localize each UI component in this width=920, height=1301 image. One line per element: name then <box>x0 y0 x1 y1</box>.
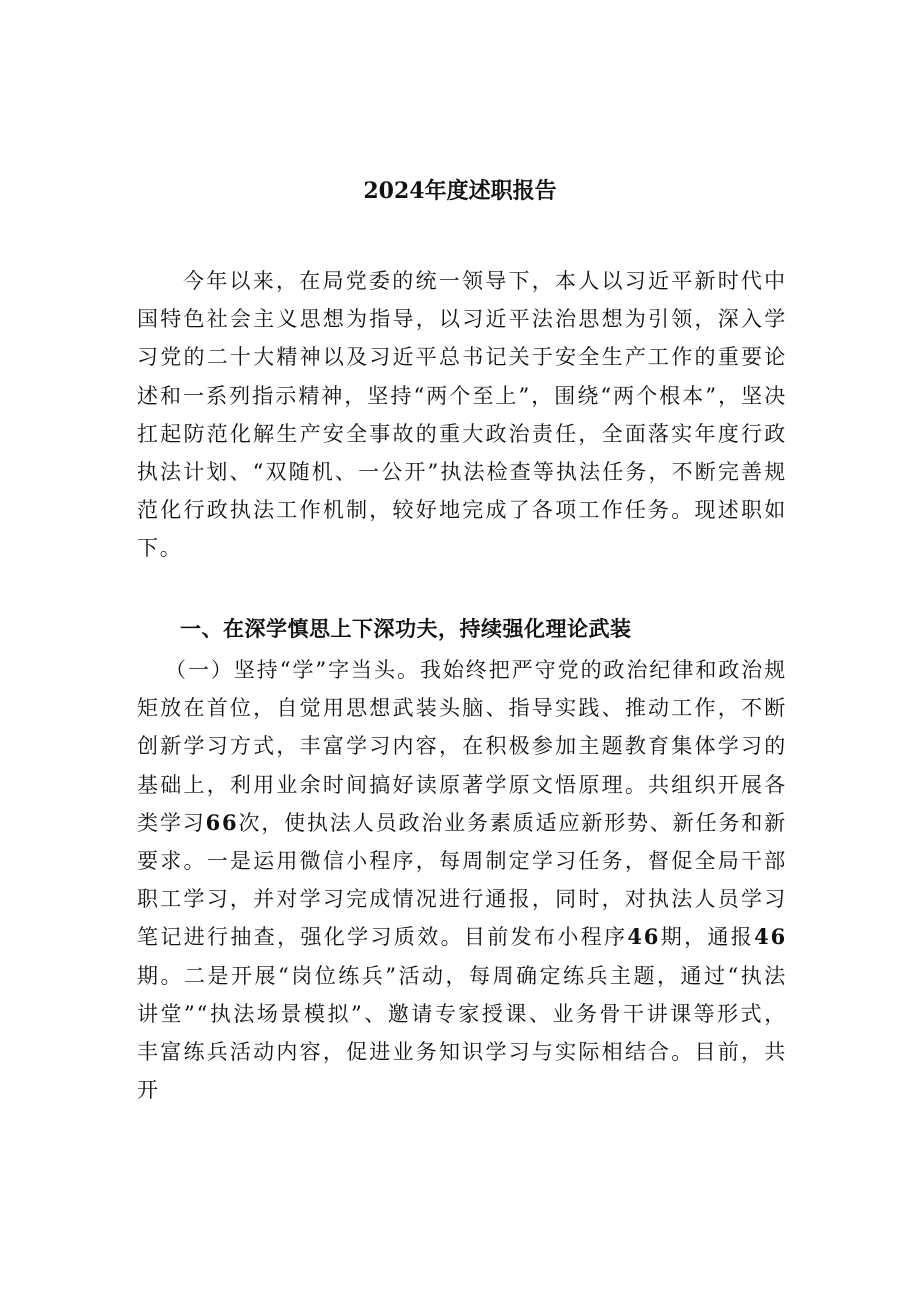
bulletin-issue-count: 46 <box>754 924 787 950</box>
paragraph-text-segment: （一）坚持“学”字当头。我始终把严守党的政治纪律和政治规矩放在首位，自觉用思想武装头脑、指导实践、推动工作，不断创新学习方式，丰富学习内容，在积极参加主题教育集体学习的基础上，利用业余时间搞好读原著学原文悟原理。共组织开展各类学习 <box>137 658 787 835</box>
study-count-value: 66 <box>205 809 239 835</box>
paragraph-text-segment: 期。二是开展“岗位练兵”活动，每周确定练兵主题，通过“执法讲堂”“执法场景模拟”、邀请专家授课、业务骨干讲课等形式，丰富练兵活动内容，促进业务知识学习与实际相结合。目前，共开 <box>137 963 787 1103</box>
mini-program-issue-count: 46 <box>627 924 661 950</box>
paragraph-text-segment: 期，通报 <box>660 925 755 950</box>
paragraph-text-segment: 次，使执法人员政治业务素质适应新形势、新任务和新要求。一是运用微信小程序，每周制定学习任务，督促全局干部职工学习，并对学习完成情况进行通报，同时，对执法人员学习笔记进行抽查，强化学习质效。目前发布小程序 <box>137 810 787 950</box>
section-heading-1: 一、在深学慎思上下深功夫，持续强化理论武装 <box>180 617 632 641</box>
section-1-paragraph-1 <box>137 651 787 1109</box>
document-title: 2024年度述职报告 <box>363 178 557 204</box>
intro-paragraph: 今年以来，在局党委的统一领导下，本人以习近平新时代中国特色社会主义思想为指导，以习近平法治思想为引领，深入学习党的二十大精神以及习近平总书记关于安全生产工作的重要论述和一系列指示精神，坚持“两个至上”，围绕“两个根本”，坚决扛起防范化解生产安全事故的重大政治责任，全面落实年度行政执法计划、“双随机、一公开”执法检查等执法任务，不断完善规范化行政执法工作机制，较好地完成了各项工作任务。现述职如下。 <box>137 269 787 561</box>
